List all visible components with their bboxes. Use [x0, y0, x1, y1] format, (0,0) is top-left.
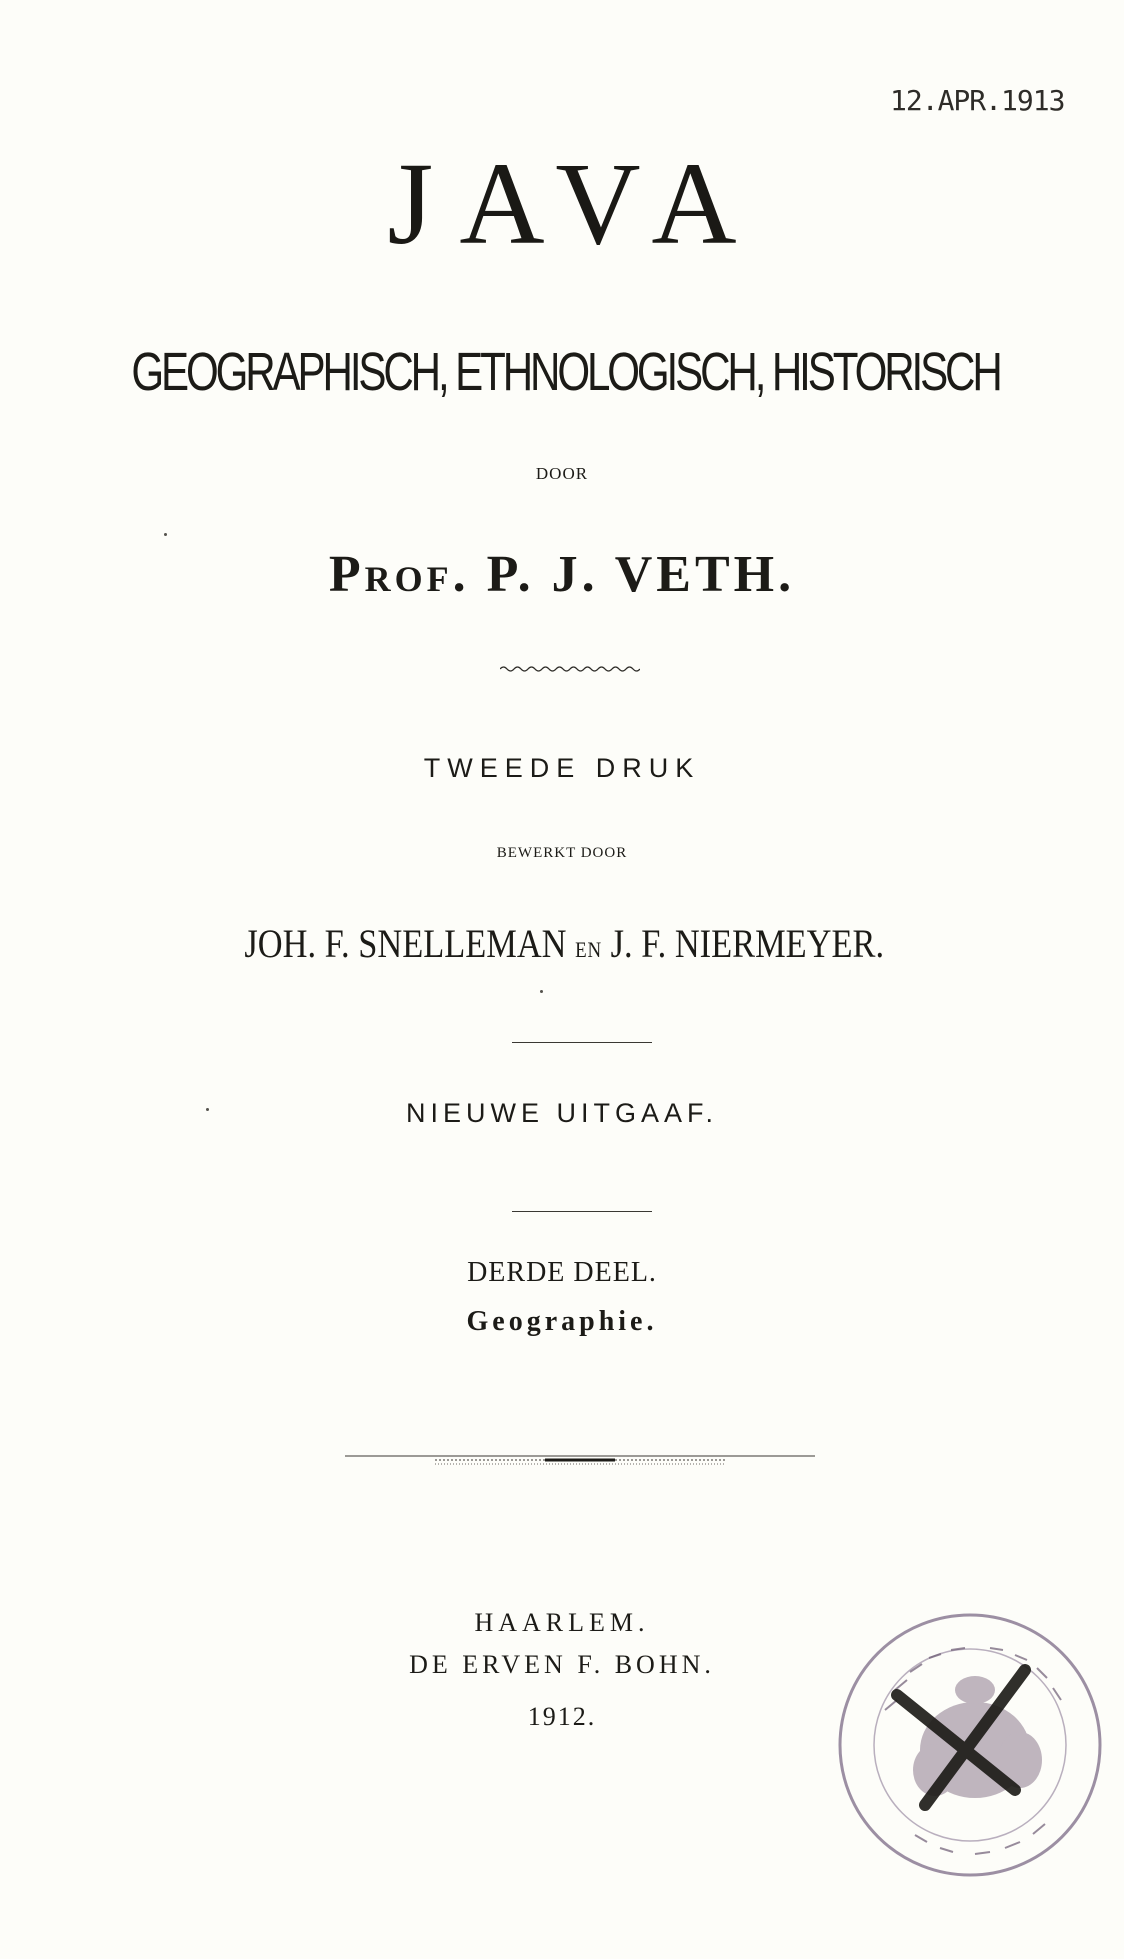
book-subtitle: GEOGRAPHISCH, ETHNOLOGISCH, HISTORISCH — [131, 342, 1000, 402]
divider-rule — [512, 1042, 652, 1043]
imprint-place: HAARLEM. — [474, 1608, 650, 1637]
paper-speck — [164, 533, 167, 536]
edited-by-label: BEWERKT DOOR — [496, 845, 628, 861]
library-seal-icon — [825, 1600, 1115, 1890]
book-title: JAVA — [387, 138, 763, 269]
editors-line — [81, 920, 1048, 967]
wavy-rule-icon — [500, 664, 640, 674]
by-label: DOOR — [535, 464, 589, 483]
author-name: Prof. P. J. VETH. — [328, 546, 796, 603]
editor-second: J. F. NIERMEYER. — [610, 921, 885, 966]
imprint-year: 1912. — [527, 1702, 597, 1731]
volume-label: DERDE DEEL. — [467, 1257, 657, 1288]
editor-first: JOH. F. SNELLEMAN — [244, 921, 567, 966]
date-stamp: 12.APR.1913 — [890, 84, 1065, 117]
paper-speck — [206, 1108, 209, 1111]
part-title: Geographie. — [466, 1306, 658, 1337]
edition-label: TWEEDE DRUK — [423, 753, 701, 783]
ornamental-rule-icon — [345, 1452, 815, 1466]
divider-rule — [512, 1211, 652, 1212]
new-edition-label: NIEUWE UITGAAF. — [405, 1098, 718, 1128]
editor-conjunction: EN — [575, 937, 603, 962]
paper-speck — [540, 990, 543, 993]
imprint-publisher: DE ERVEN F. BOHN. — [409, 1650, 715, 1679]
